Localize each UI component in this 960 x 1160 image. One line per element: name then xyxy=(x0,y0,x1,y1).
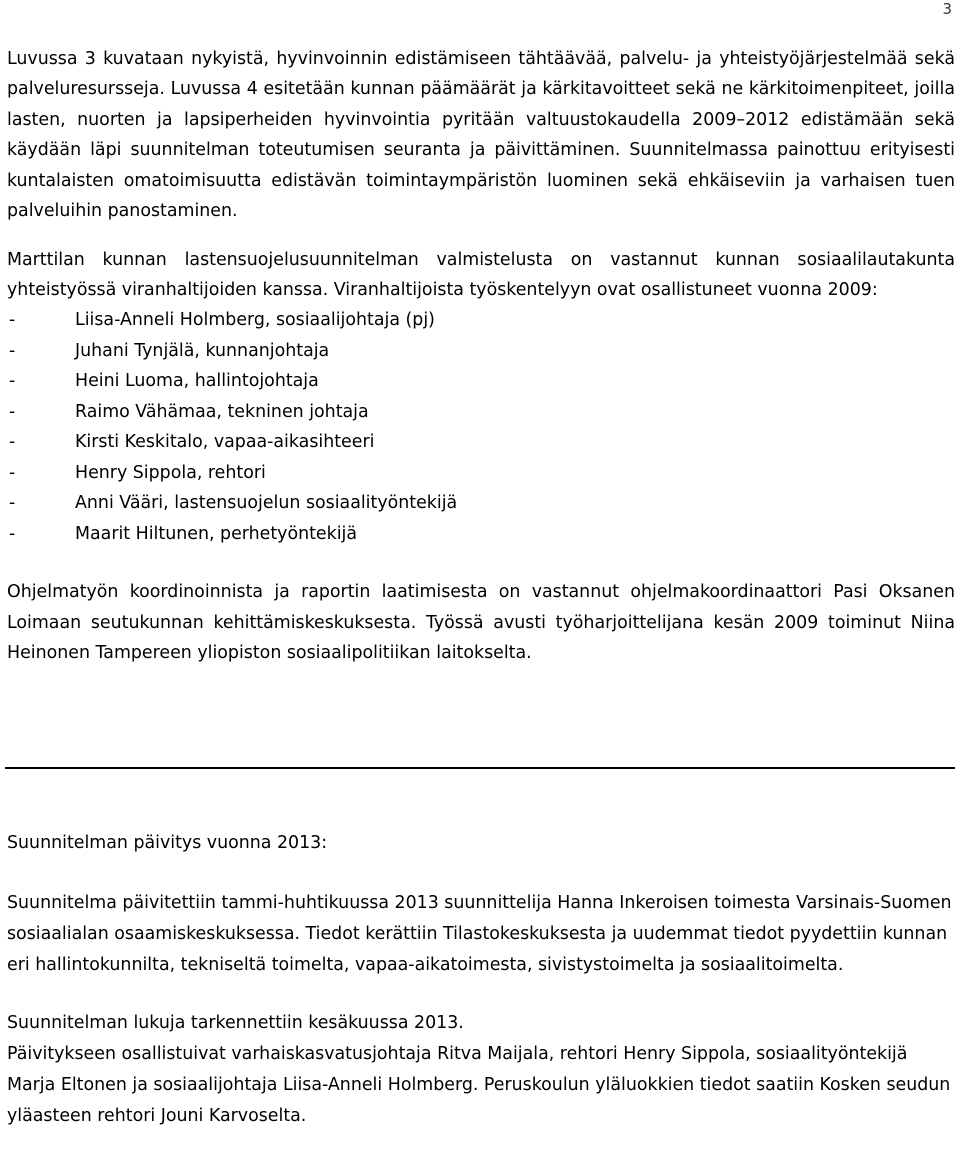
preparation-paragraph: Marttilan kunnan lastensuojelusuunnitelman valmistelusta on vastannut kunnan sosiaalilautakunta yhteistyössä viranhaltijoiden kanssa. Viranhaltijoista työskentelyyn ovat osallistuneet vuonna 2009: xyxy=(7,250,955,301)
participant-name: Heini Luoma, hallintojohtaja xyxy=(75,371,319,392)
list-dash: - xyxy=(9,523,16,544)
refinement-line: Suunnitelman lukuja tarkennettiin kesäkuussa 2013. xyxy=(7,1013,464,1033)
list-dash: - xyxy=(9,432,16,453)
document-body xyxy=(7,44,955,669)
list-item xyxy=(7,519,955,550)
list-item xyxy=(7,305,955,336)
page-number: 3 xyxy=(942,0,952,18)
coordination-paragraph: Ohjelmatyön koordinoinnista ja raportin laatimisesta on vastannut ohjelmakoordinaattori Pasi Oksanen Loimaan seutukunnan kehittämiskeskuksesta. Työssä avusti työharjoittelijana kesän 2009 toiminut Niina Heinonen Tampereen yliopiston sosiaalipolitiikan laitokselta. xyxy=(7,582,955,664)
intro-paragraph: Luvussa 3 kuvataan nykyistä, hyvinvoinnin edistämiseen tähtäävää, palvelu- ja yhteistyöjärjestelmää sekä palveluresursseja. Luvussa 4 esitetään kunnan päämäärät ja kärkitavoitteet sekä ne kärkitoimenpiteet, joilla lasten, nuorten ja lapsiperheiden hyvinvointia pyritään valtuustokaudella 2009–2012 edistämään sekä käydään läpi suunnitelman toteutumisen seuranta ja päivittäminen. Suunnitelmassa painottuu erityisesti kuntalaisten omatoimisuutta edistävän toimintaympäristön luominen sekä ehkäiseviin ja varhaisen tuen palveluihin panostaminen. xyxy=(7,49,955,222)
list-item xyxy=(7,336,955,367)
participant-name: Juhani Tynjälä, kunnanjohtaja xyxy=(75,340,330,361)
list-item xyxy=(7,458,955,489)
list-item xyxy=(7,427,955,458)
list-dash: - xyxy=(9,310,16,331)
update-participants-paragraph: Päivitykseen osallistuivat varhaiskasvatusjohtaja Ritva Maijala, rehtori Henry Sippola, sosiaalityöntekijä Marja Eltonen ja sosiaalijohtaja Liisa-Anneli Holmberg. Peruskoulun yläluokkien tiedot saatiin Kosken seudun yläasteen rehtori Jouni Karvoselta. xyxy=(7,1044,951,1126)
participant-name: Kirsti Keskitalo, vapaa-aikasihteeri xyxy=(75,432,375,453)
list-item xyxy=(7,488,955,519)
participant-name: Maarit Hiltunen, perhetyöntekijä xyxy=(75,523,358,544)
participant-name: Liisa-Anneli Holmberg, sosiaalijohtaja (pj) xyxy=(75,310,435,331)
participant-list xyxy=(7,305,955,549)
list-item xyxy=(7,366,955,397)
list-dash: - xyxy=(9,401,16,422)
participant-name: Raimo Vähämaa, tekninen johtaja xyxy=(75,401,369,422)
list-dash: - xyxy=(9,371,16,392)
list-dash: - xyxy=(9,340,16,361)
list-dash: - xyxy=(9,462,16,483)
update-heading: Suunnitelman päivitys vuonna 2013: xyxy=(7,833,328,853)
update-section xyxy=(7,828,955,1132)
section-divider xyxy=(5,767,955,769)
participant-name: Anni Vääri, lastensuojelun sosiaalityöntekijä xyxy=(75,493,458,514)
list-item xyxy=(7,397,955,428)
update-paragraph: Suunnitelma päivitettiin tammi-huhtikuussa 2013 suunnittelija Hanna Inkeroisen toimesta Varsinais-Suomen sosiaalialan osaamiskeskuksessa. Tiedot kerättiin Tilastokeskuksesta ja uudemmat tiedot pyydettiin kunnan eri hallintokunnilta, tekniseltä toimelta, vapaa-aikatoimesta, sivistystoimelta ja sosiaalitoimelta. xyxy=(7,893,952,975)
list-dash: - xyxy=(9,493,16,514)
participant-name: Henry Sippola, rehtori xyxy=(75,462,266,483)
